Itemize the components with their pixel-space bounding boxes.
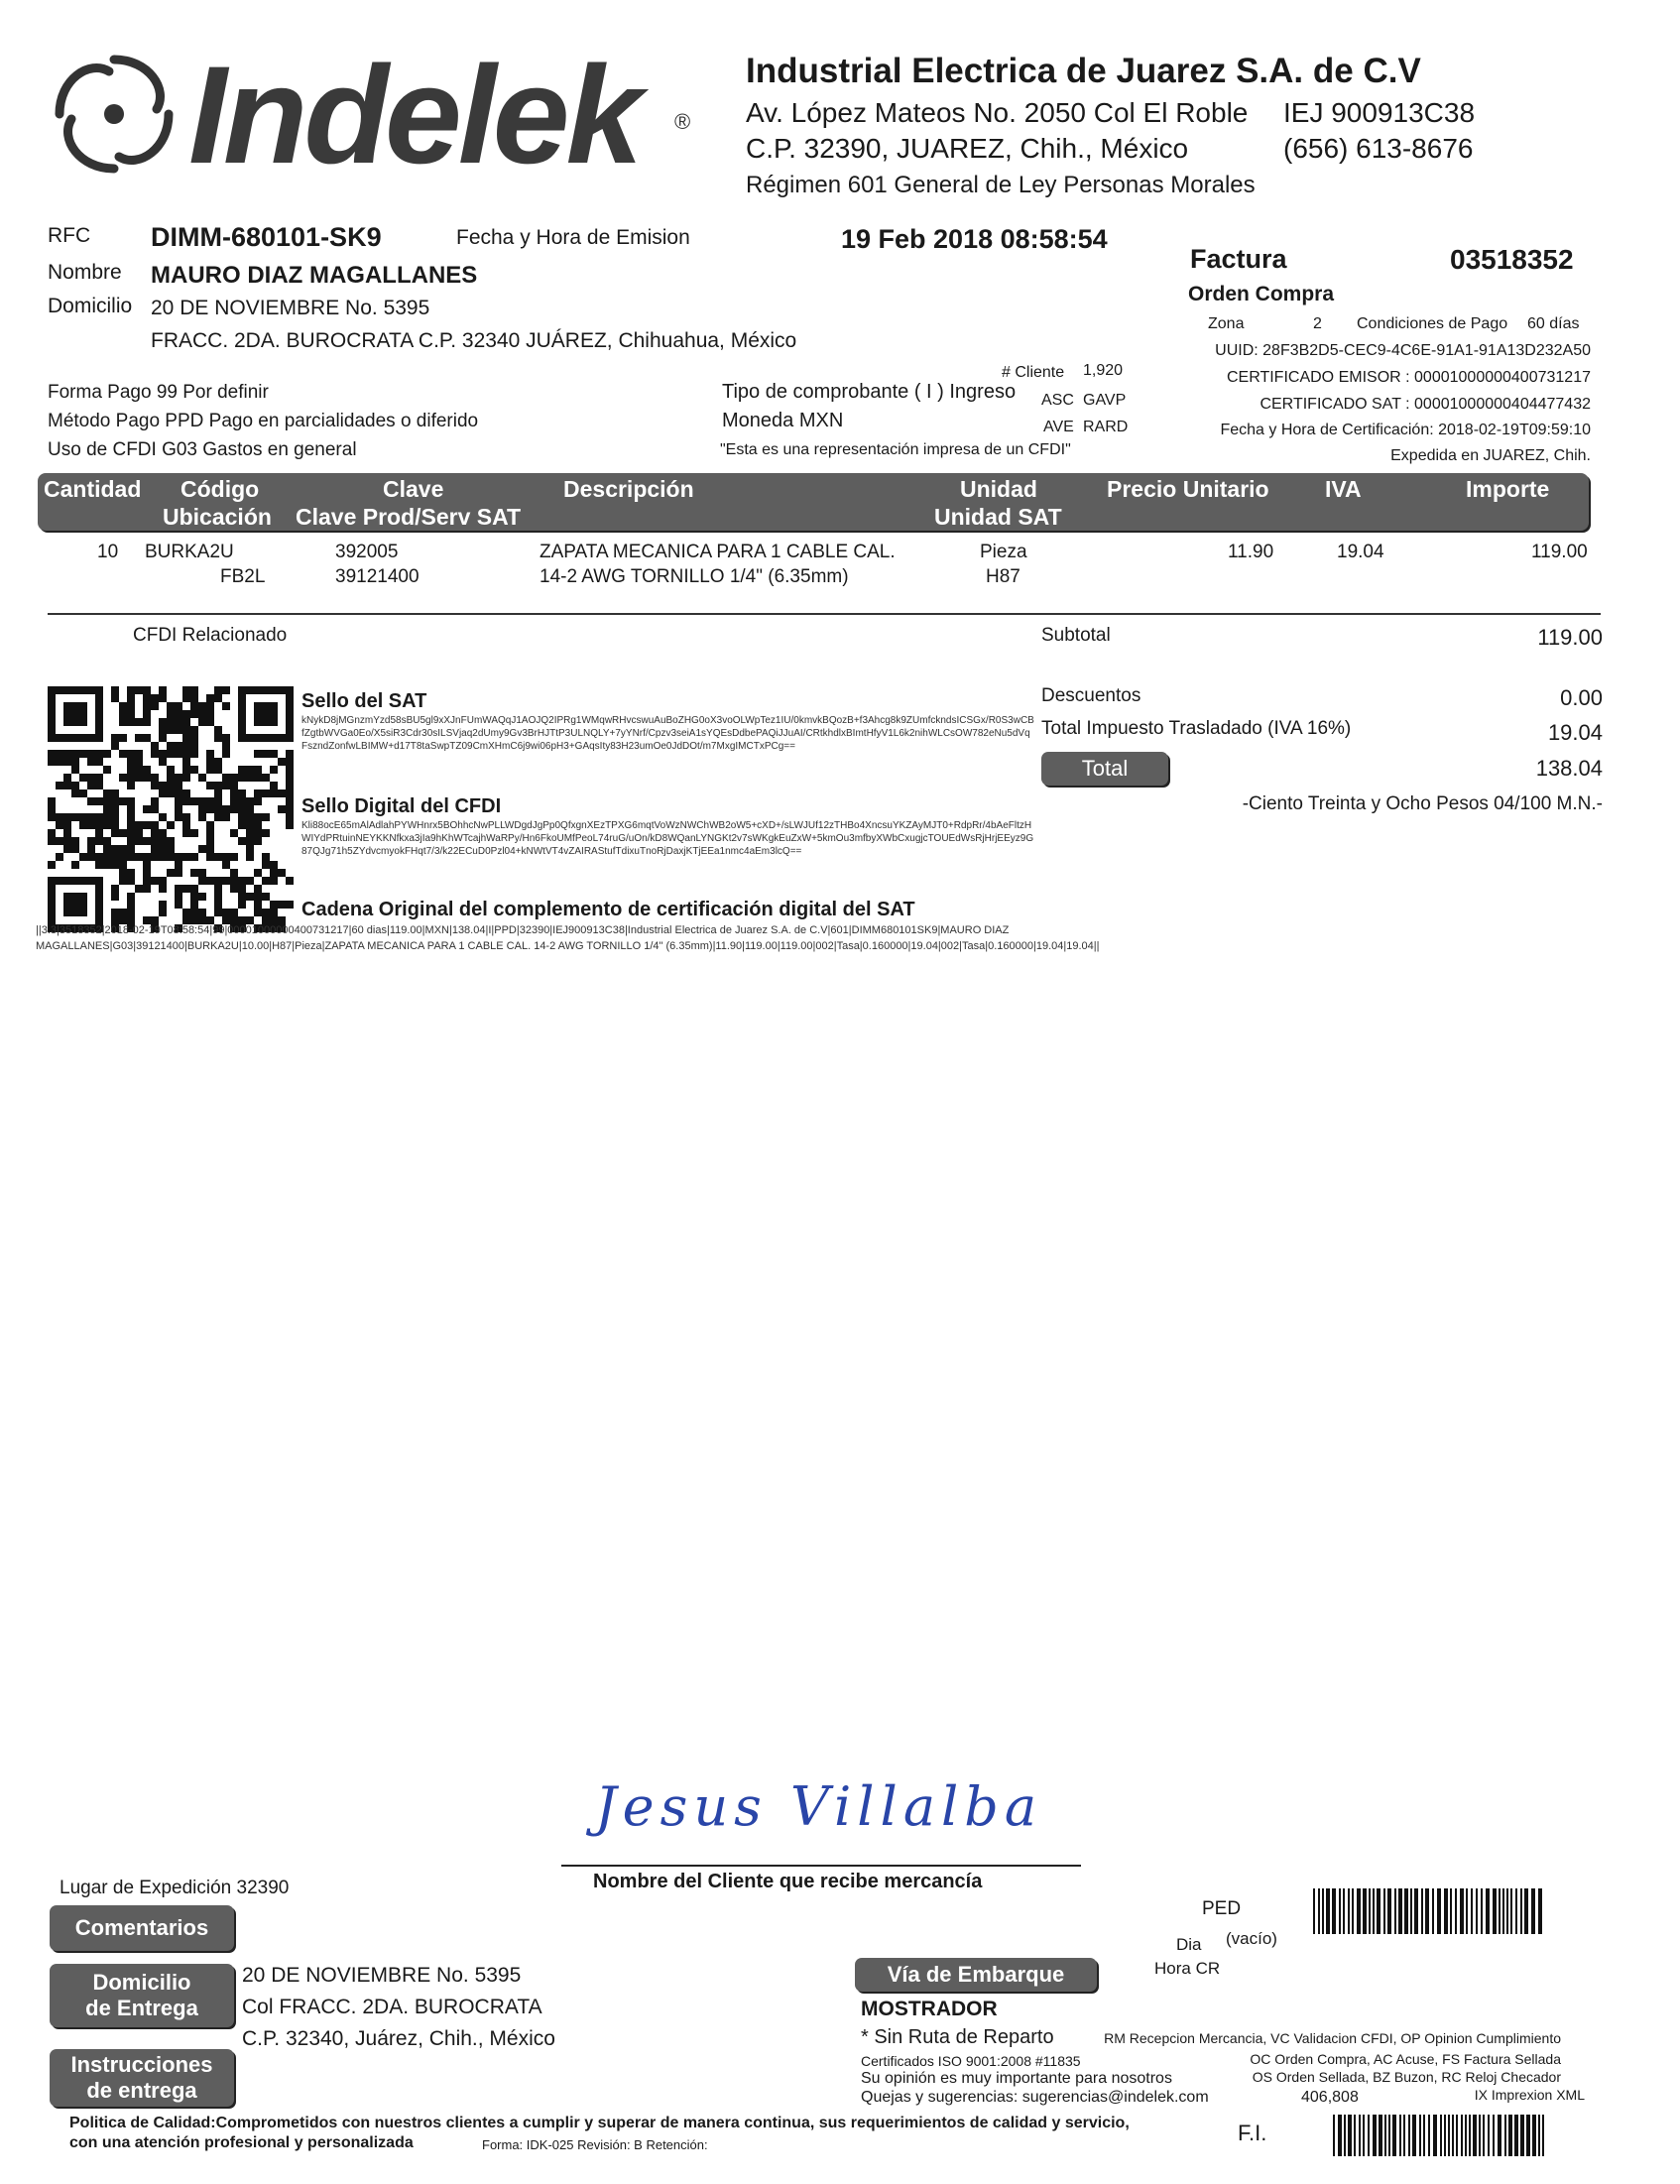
- hora-label: Hora CR: [1154, 1959, 1221, 1978]
- row-divider: [48, 613, 1601, 615]
- legend-1: RM Recepcion Mercancia, VC Validacion CFDI, OP Opinion Cumplimiento: [1104, 2030, 1561, 2046]
- row-precio: 11.90: [1228, 542, 1274, 562]
- uuid: UUID: 28F3B2D5-CEC9-4C6E-91A1-91A13D232A50: [1215, 342, 1591, 359]
- vacio-label: (vacío): [1226, 1929, 1277, 1948]
- sin-ruta: * Sin Ruta de Reparto: [861, 2026, 1054, 2048]
- cert-sat: CERTIFICADO SAT : 00001000000404477432: [1260, 396, 1591, 413]
- indelek-swirl-icon: [40, 40, 188, 188]
- quejas: Quejas y sugerencias: sugerencias@indelek.com: [861, 2089, 1209, 2106]
- col-ubicacion: Ubicación: [163, 504, 272, 530]
- col-precio: Precio Unitario: [1107, 476, 1269, 502]
- forma-pago: Forma Pago 99 Por definir: [48, 382, 269, 403]
- impuesto-label: Total Impuesto Trasladado (IVA 16%): [1041, 718, 1352, 739]
- descuentos-label: Descuentos: [1041, 685, 1141, 706]
- col-clave: Clave: [383, 476, 444, 502]
- registered-mark: ®: [674, 109, 691, 134]
- table-row: [0, 536, 1680, 605]
- company-address-2: C.P. 32390, JUAREZ, Chih., México: [746, 133, 1189, 164]
- total-in-words: -Ciento Treinta y Ocho Pesos 04/100 M.N.-: [1242, 793, 1603, 814]
- cadena-line-1: ||3.3|3518352|2018-02-19T08:58:54|99|00001000000400731217|60 dias|119.00|MXN|138.04|I|PPD|32390|IEJ900913C38|Industrial Electrica de Juarez S.A. de C.V|601|DIMM680101SK9|MAURO DIAZ: [36, 924, 1010, 936]
- opinion: Su opinión es muy importante para nosotros: [861, 2070, 1172, 2087]
- col-iva: IVA: [1325, 476, 1362, 502]
- forma-revision: Forma: IDK-025 Revisión: B Retención:: [482, 2137, 708, 2152]
- policy-1: Politica de Calidad:Comprometidos con nuestros clientes a cumplir y superar de manera continua, sus requerimientos de calidad y servicio,: [69, 2115, 1130, 2131]
- invoice-number: 03518352: [1450, 244, 1574, 275]
- signature: Jesus Villalba: [595, 1775, 1043, 1838]
- row-cantidad: 10: [97, 542, 119, 562]
- col-unidad-sat: Unidad SAT: [934, 504, 1062, 530]
- customer-address-1: 20 DE NOVIEMBRE No. 5395: [151, 297, 430, 319]
- terms-value: 60 días: [1527, 315, 1580, 332]
- ix-label: IX Imprexion XML: [1474, 2087, 1585, 2103]
- domicilio-1: 20 DE NOVIEMBRE No. 5395: [242, 1964, 522, 1987]
- company-logo: [40, 37, 691, 198]
- company-regime: Régimen 601 General de Ley Personas Morales: [746, 172, 1256, 198]
- row-desc-1: ZAPATA MECANICA PARA 1 CABLE CAL.: [540, 542, 896, 562]
- cadena-line-2: MAGALLANES|G03|39121400|BURKA2U|10.00|H87|Pieza|ZAPATA MECANICA PARA 1 CABLE CAL. 14-2 AWG TORNILLO 1/4" (6.35mm)|11.90|119.00|119.00|002|Tasa|0.160000|19.04|002|Tasa|0.160000|19.04|19.04||: [36, 940, 1100, 952]
- domicilio-2: Col FRACC. 2DA. BUROCRATA: [242, 1996, 542, 2018]
- receiver-label: Nombre del Cliente que recibe mercancía: [593, 1871, 983, 1892]
- name-label: Nombre: [48, 261, 122, 284]
- sello-sat-title: Sello del SAT: [301, 690, 427, 712]
- domicilio-entrega-text: Domicilio de Entrega: [85, 1970, 198, 2020]
- row-unidad-sat: H87: [986, 566, 1020, 587]
- cfdi-relacionado: CFDI Relacionado: [133, 625, 288, 646]
- tipo-comprobante: Tipo de comprobante ( I ) Ingreso: [722, 381, 1017, 403]
- zone-label: Zona: [1208, 315, 1245, 332]
- logo-wordmark: Indelek: [188, 37, 640, 192]
- company-rfc: IEJ 900913C38: [1283, 97, 1476, 128]
- policy-2: con una atención profesional y personalizada: [69, 2134, 414, 2151]
- table-header: [38, 473, 1589, 531]
- barcode-bottom: [1333, 2115, 1545, 2156]
- ave-label: AVE: [1043, 419, 1074, 435]
- col-importe: Importe: [1466, 476, 1550, 502]
- total-label: Total: [1041, 752, 1168, 786]
- sello-cfdi-title: Sello Digital del CFDI: [301, 795, 502, 817]
- company-phone: (656) 613-8676: [1283, 133, 1474, 164]
- row-importe: 119.00: [1531, 542, 1588, 562]
- printed-note: "Esta es una representación impresa de un CFDI": [720, 441, 1071, 458]
- row-clave-prod: 39121400: [335, 566, 420, 587]
- uso-cfdi: Uso de CFDI G03 Gastos en general: [48, 439, 357, 460]
- company-address-1: Av. López Mateos No. 2050 Col El Roble: [746, 97, 1249, 128]
- col-codigo: Código: [180, 476, 260, 502]
- asc-label: ASC: [1041, 392, 1074, 409]
- dia-label: Dia: [1176, 1935, 1202, 1954]
- metodo-pago: Método Pago PPD Pago en parcialidades o diferido: [48, 411, 479, 431]
- barcode-top: [1313, 1888, 1543, 1934]
- cert-date: Fecha y Hora de Certificación: 2018-02-19T09:59:10: [1220, 422, 1591, 438]
- subtotal-label: Subtotal: [1041, 625, 1111, 646]
- customer-name: MAURO DIAZ MAGALLANES: [151, 262, 478, 289]
- subtotal-value: 119.00: [1537, 625, 1603, 650]
- row-ubicacion: FB2L: [220, 566, 266, 587]
- domicilio-3: C.P. 32340, Juárez, Chih., México: [242, 2027, 555, 2050]
- customer-rfc: DIMM-680101-SK9: [151, 222, 382, 252]
- rfc-label: RFC: [48, 224, 91, 247]
- row-desc-2: 14-2 AWG TORNILLO 1/4" (6.35mm): [540, 566, 849, 587]
- asc-value: GAVP: [1083, 392, 1127, 409]
- col-descripcion: Descripción: [563, 476, 694, 502]
- via-embarque-label: Vía de Embarque: [855, 1958, 1097, 1992]
- client-number: 1,920: [1083, 362, 1124, 379]
- qr-code: [48, 686, 294, 932]
- signature-line: [561, 1865, 1081, 1867]
- expedida: Expedida en JUAREZ, Chih.: [1390, 447, 1591, 464]
- descuentos-value: 0.00: [1560, 685, 1603, 710]
- client-label: # Cliente: [1002, 364, 1065, 381]
- invoice-type: Factura: [1190, 244, 1287, 274]
- row-iva: 19.04: [1337, 542, 1384, 562]
- instrucciones-text: Instrucciones de entrega: [70, 2052, 213, 2103]
- ped-label: PED: [1202, 1898, 1242, 1919]
- col-clave-prod: Clave Prod/Serv SAT: [296, 504, 522, 530]
- fi-label: F.I.: [1238, 2121, 1267, 2145]
- sello-sat-text: kNykD8jMGnzmYzd58sBU5gl9xXJnFUmWAQqJ1AOJQ2IPRg1WMqwRHvcswuAuBoZHG0oX3voOLWpTez1IU/0kmvkBQozB+f3Ahcg8k9ZUmfckndsICSGx/R0S3wCBfZgtbWVGa0Eo/X5siR3Cdr30sILSVjaq2dUmy9Gv3BrHJTtP3ULNQLY+7yYNrf/Cpzv3seiA1sYQEsDdbePAQiJJuAI/CRtkhdlxBImtHfyV1L6k2nihWLCsOW782eNu5dVqFszndZonfwLBIMW+d17T8taSwpTZ09CmXHmC6j9wi06pH3+GAqsIty83H23umOe0JdDOt/m7MxgIMCTxPCg==: [301, 715, 1034, 752]
- impuesto-value: 19.04: [1547, 720, 1603, 745]
- address-label: Domicilio: [48, 295, 133, 317]
- cert-emisor: CERTIFICADO EMISOR : 00001000000400731217: [1226, 369, 1591, 386]
- moneda: Moneda MXN: [722, 410, 844, 431]
- total-value: 138.04: [1535, 756, 1603, 781]
- legend-2: OC Orden Compra, AC Acuse, FS Factura Sellada: [1250, 2051, 1561, 2067]
- row-unidad: Pieza: [980, 542, 1027, 562]
- order-label: Orden Compra: [1188, 283, 1335, 305]
- emission-label: Fecha y Hora de Emision: [456, 226, 690, 249]
- terms-label: Condiciones de Pago: [1357, 315, 1508, 332]
- col-cantidad: Cantidad: [44, 476, 142, 502]
- sello-cfdi-text: Kli88ocE65mAlAdlahPYWHnrx5BOhhcNwPLLWDgdJgPp0QfxgnXEzTPXG6mqtVoWzNWChWB2oW5+cXD+/sLWJUf12zTHBo4XncsuYKZAyMJT0+RdpRr/4bAeFltzHWIYdPRtuinNEYKKNfkxa3jIa9hKhWTcajhWaRPy/Hn6FkoUMfPeoL74ruG/uOn/kD8WQanLYNGKt2v7sWKgkEuZxW+5kmOu3mfbyXWbCxugjcTOUEdWsRjHrjEEyz9G87QJg71h5ZYdvcmyokFHqt7/3/k22ECuD0Pzl04+kNWtVT4vZAIRAStufTdixuTnoRjDaxjKTjEEa1nmc4aEm3lcQ==: [301, 820, 1034, 857]
- zone-value: 2: [1313, 315, 1322, 332]
- company-name: Industrial Electrica de Juarez S.A. de C.V: [746, 52, 1421, 90]
- code-number: 406,808: [1301, 2089, 1359, 2106]
- cadena-title: Cadena Original del complemento de certificación digital del SAT: [301, 899, 915, 920]
- via-embarque: MOSTRADOR: [861, 1998, 998, 2020]
- emission-date: 19 Feb 2018 08:58:54: [841, 224, 1108, 254]
- legend-3: OS Orden Sellada, BZ Buzon, RC Reloj Checador: [1252, 2069, 1561, 2085]
- customer-address-2: FRACC. 2DA. BUROCRATA C.P. 32340 JUÁREZ, Chihuahua, México: [151, 329, 797, 352]
- lugar-expedicion: Lugar de Expedición 32390: [60, 1878, 290, 1898]
- ave-value: RARD: [1083, 419, 1129, 435]
- comentarios-label: Comentarios: [50, 1905, 234, 1951]
- domicilio-entrega-label: [50, 1964, 234, 2027]
- col-unidad: Unidad: [960, 476, 1037, 502]
- row-codigo: BURKA2U: [145, 542, 234, 562]
- row-clave: 392005: [335, 542, 399, 562]
- iso-cert: Certificados ISO 9001:2008 #11835: [861, 2053, 1081, 2069]
- instrucciones-label: [50, 2049, 234, 2107]
